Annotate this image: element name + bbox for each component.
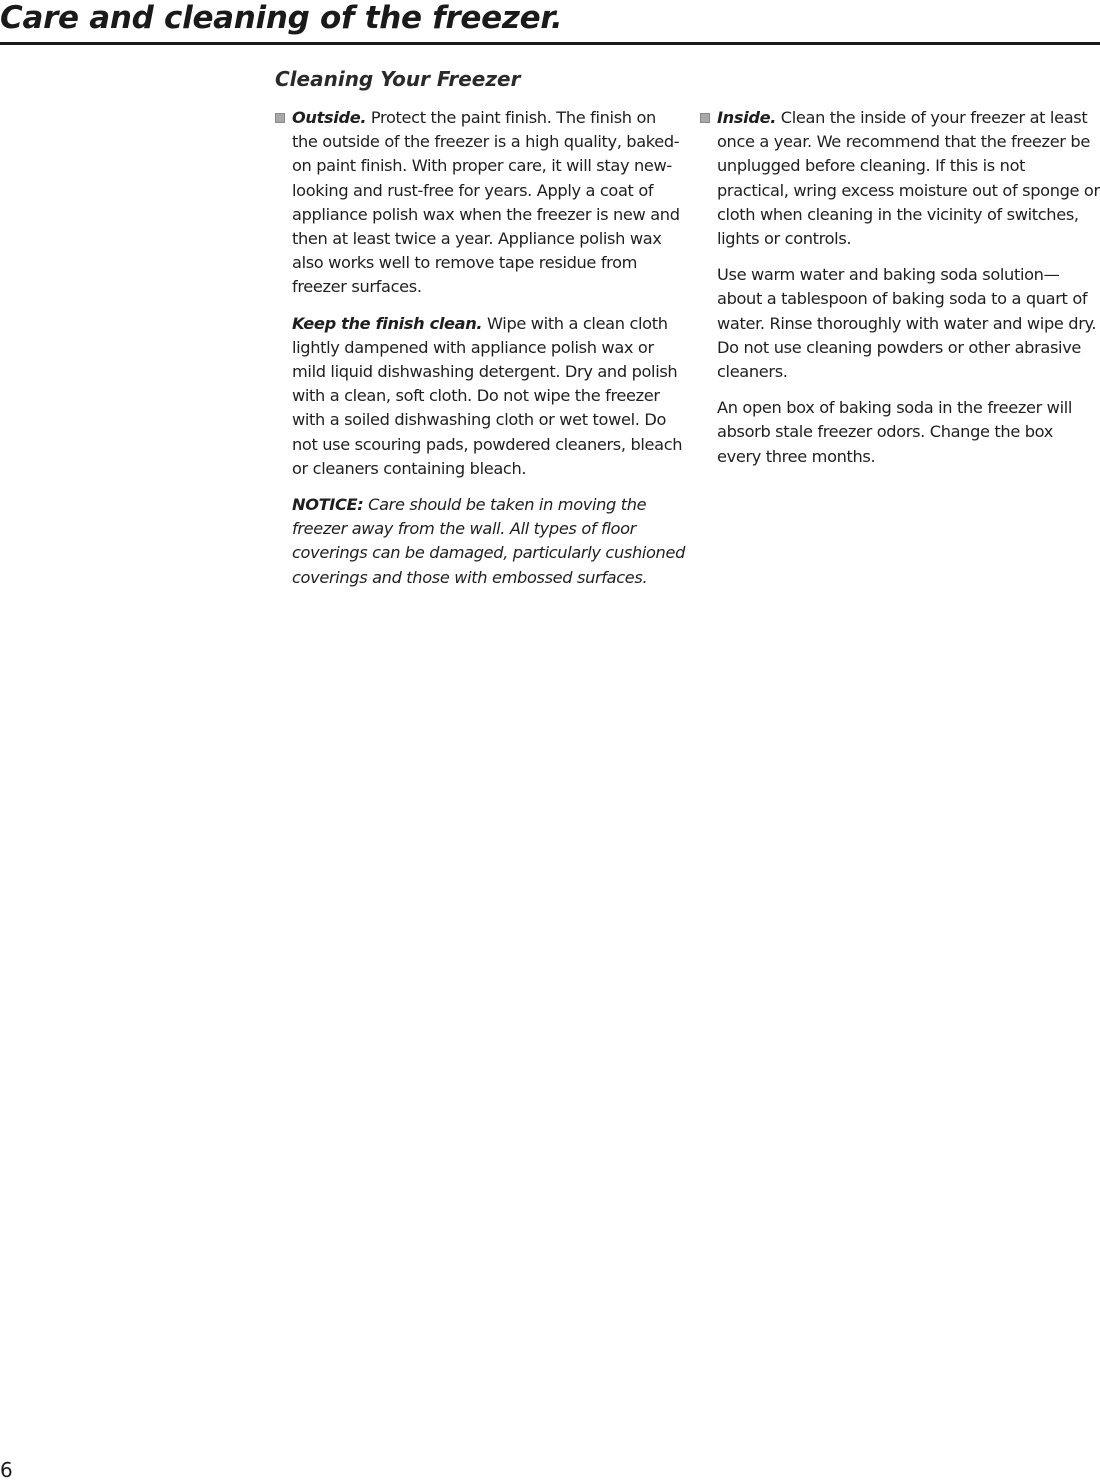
square-bullet-icon: [275, 113, 285, 123]
left-column: [275, 106, 685, 602]
square-bullet-icon: [700, 113, 710, 123]
right-column: [700, 106, 1100, 481]
notice-paragraph: [292, 493, 685, 590]
inside-label: Inside.: [717, 108, 776, 127]
title-rule: [0, 42, 1100, 45]
baking-soda-solution-paragraph: Use warm water and baking soda solution—about a tablespoon of baking soda to a quart of water. Rinse thoroughly with water and wipe dry. Do not use cleaning powders or other abrasive cleaners.: [717, 265, 1097, 382]
page-title: Care and cleaning of the freezer.: [0, 0, 563, 36]
page-number: 6: [0, 1458, 13, 1482]
outside-label: Outside.: [292, 108, 367, 127]
open-box-paragraph: An open box of baking soda in the freezer will absorb stale freezer odors. Change the box every three months.: [717, 398, 1073, 466]
notice-text: Care should be taken in moving the freezer away from the wall. All types of floor coverings can be damaged, particularly cushioned coverings and those with embossed surfaces.: [292, 495, 685, 587]
outside-text: Protect the paint finish. The finish on the outside of the freezer is a high quality, baked-on paint finish. With proper care, it will stay new-looking and rust-free for years. Apply a coat of appliance polish wax when the freezer is new and then at least twice a year. Appliance polish wax also works well to remove tape residue from freezer surfaces.: [292, 108, 680, 297]
notice-label: NOTICE:: [292, 495, 364, 515]
section-heading: Cleaning Your Freezer: [275, 67, 521, 91]
outside-paragraph: [275, 106, 685, 300]
keep-clean-text: Wipe with a clean cloth lightly dampened with appliance polish wax or mild liquid dishwashing detergent. Dry and polish with a clean, soft cloth. Do not wipe the freezer with a soiled dishwashing cloth or wet towel. Do not use scouring pads, powdered cleaners, bleach or cleaners containing bleach.: [292, 313, 683, 478]
inside-text: Clean the inside of your freezer at least once a year. We recommend that the freezer be unplugged before cleaning. If this is not practical, wring excess moisture out of sponge or cloth when cleaning in the vicinity of switches, lights or controls.: [717, 108, 1100, 249]
inside-paragraph: [700, 106, 1100, 251]
keep-clean-label: Keep the finish clean.: [292, 313, 483, 333]
keep-clean-paragraph: [292, 312, 685, 481]
